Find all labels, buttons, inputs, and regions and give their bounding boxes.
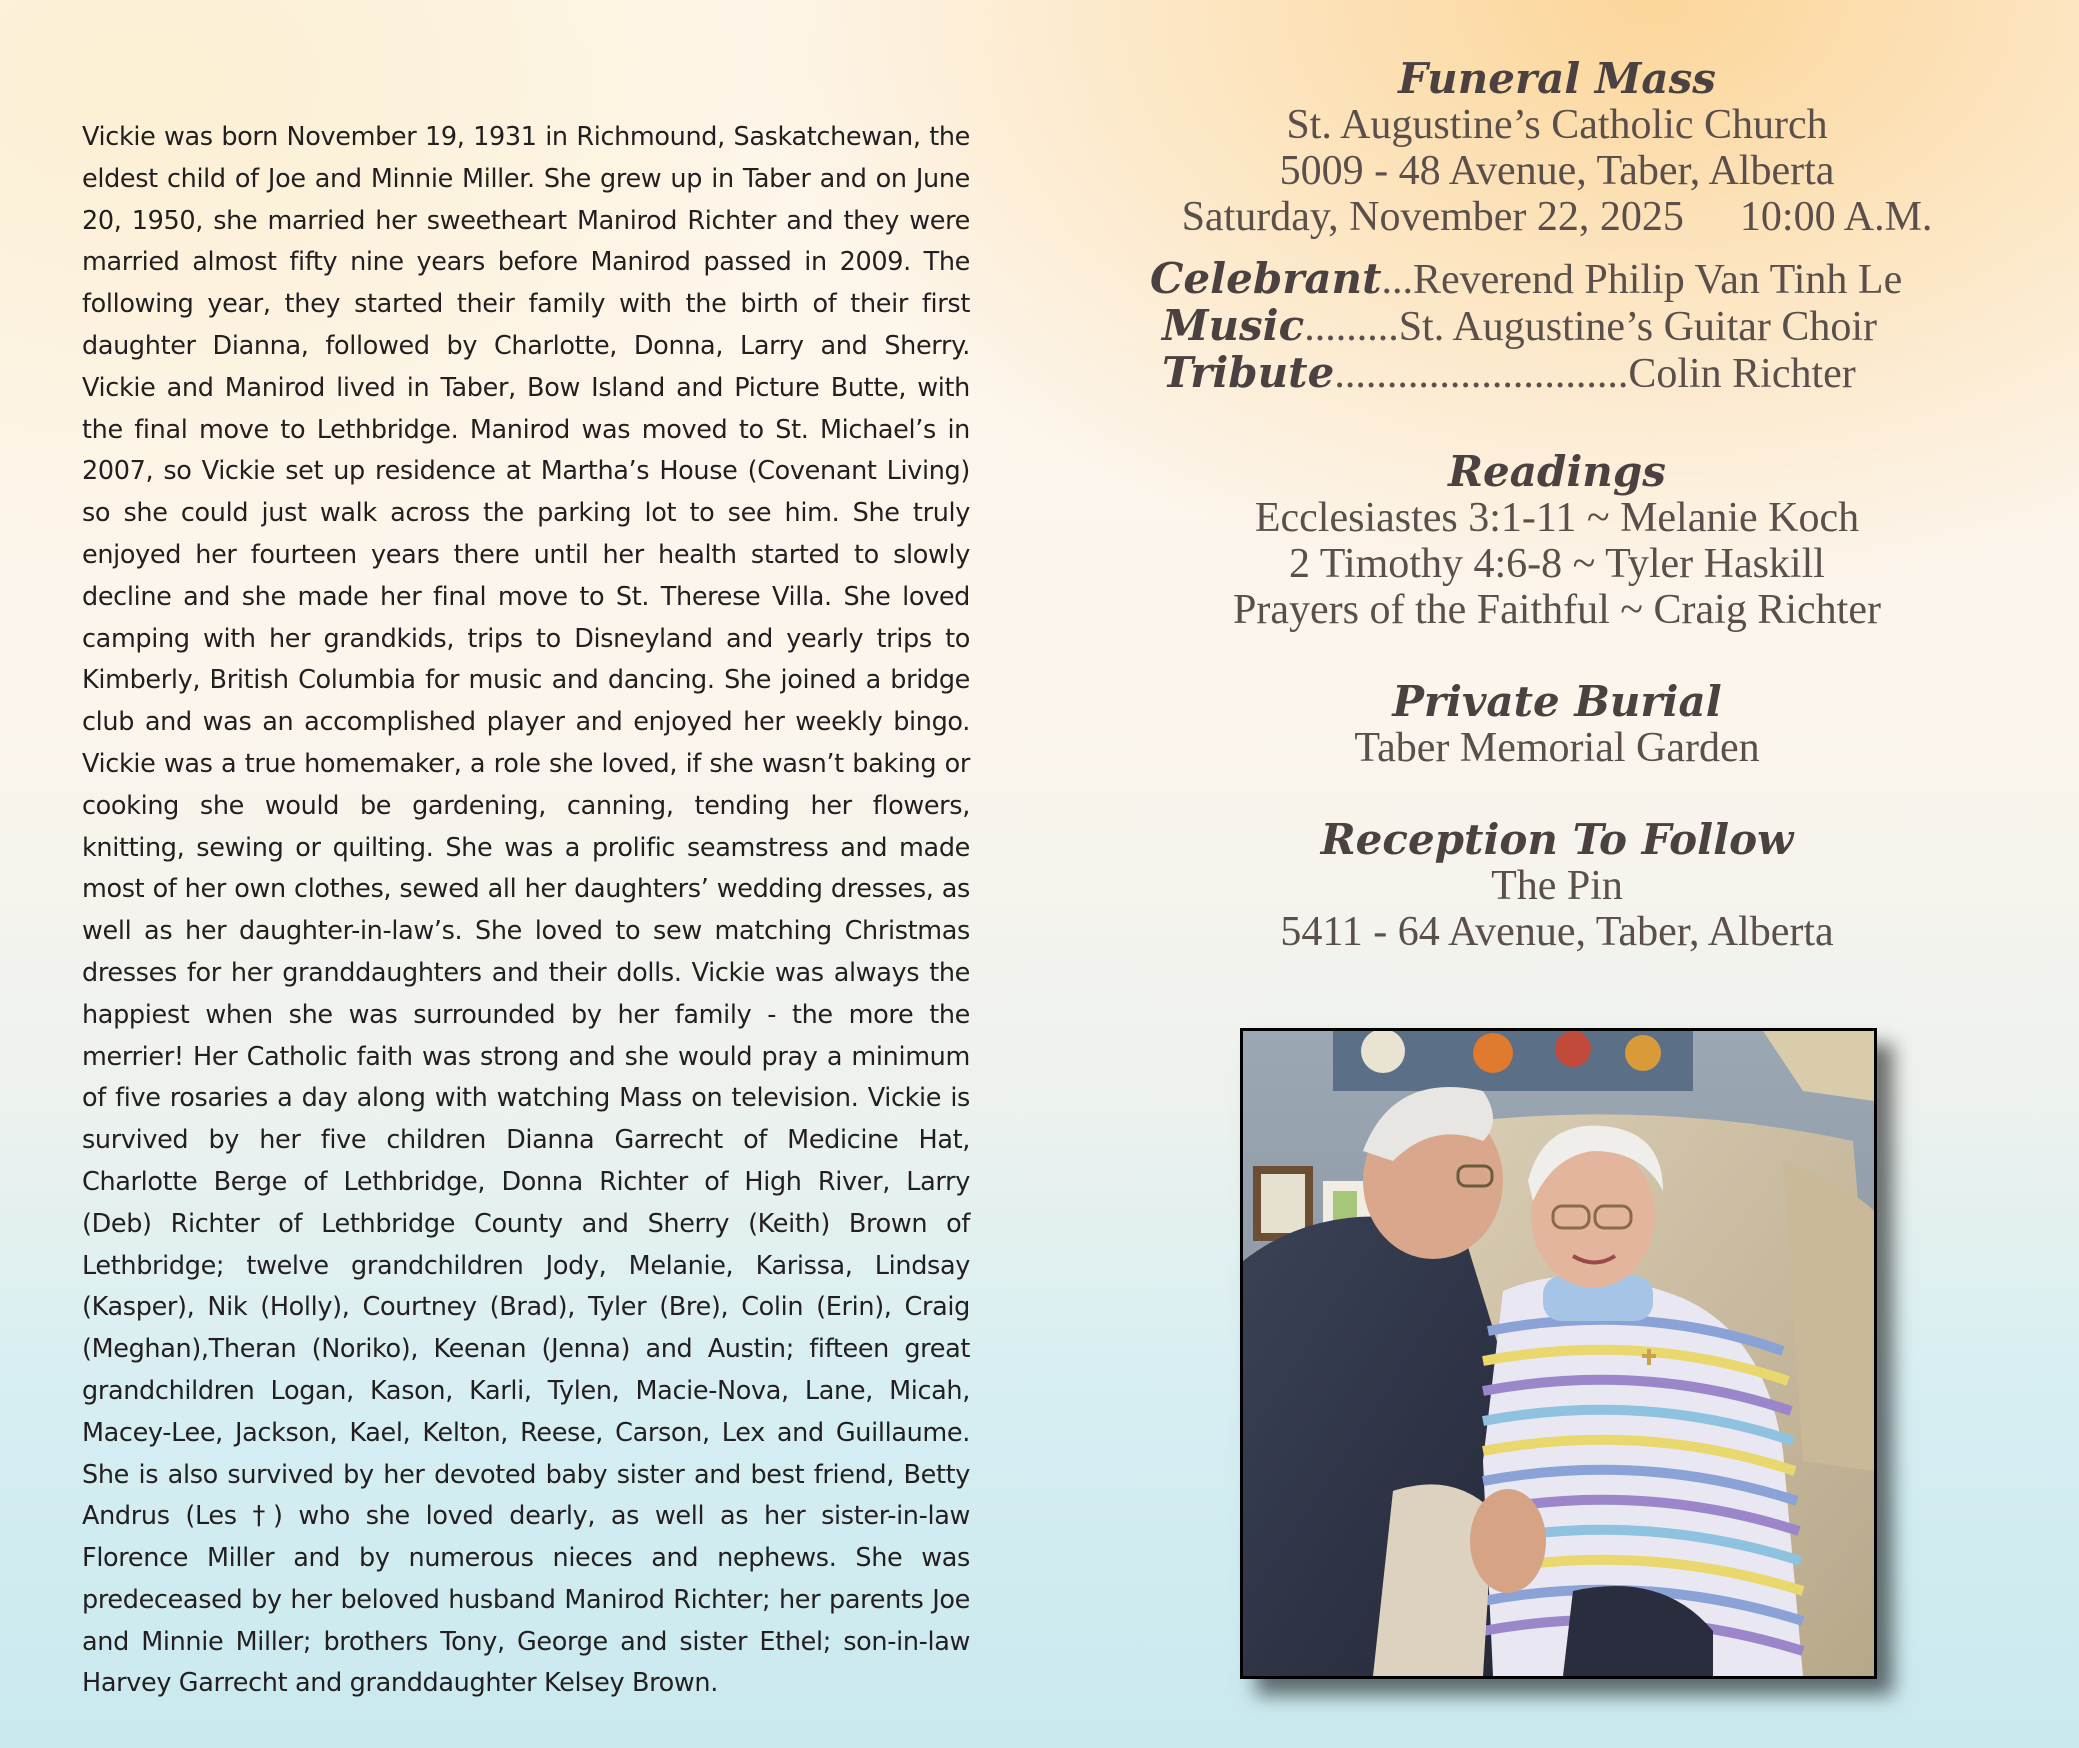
reading-item-1: Ecclesiastes 3:1-11 ~ Melanie Koch: [1254, 495, 1860, 541]
celebrant-value: ...Reverend Philip Van Tinh Le: [1381, 257, 1903, 303]
tribute-line: [1150, 350, 2002, 397]
tribute-label: Tribute: [1162, 348, 1335, 397]
spacer: [1112, 771, 2002, 817]
music-line: [1150, 303, 2002, 350]
reception-venue: The Pin: [1491, 863, 1623, 909]
reading-item-2: 2 Timothy 4:6-8 ~ Tyler Haskill: [1289, 541, 1825, 587]
spacer: [1112, 397, 2002, 449]
service-roles: [1112, 256, 2002, 397]
funeral-mass-heading: Funeral Mass: [1398, 54, 1716, 103]
reception-address: 5411 - 64 Avenue, Taber, Alberta: [1280, 909, 1834, 955]
spacer: [1112, 633, 2002, 679]
celebrant-label: Celebrant: [1150, 254, 1382, 303]
tribute-value: ............................Colin Richter: [1334, 351, 1856, 397]
celebrant-line: [1150, 256, 2002, 303]
music-label: Music: [1162, 301, 1305, 350]
church-name: St. Augustine’s Catholic Church: [1286, 102, 1828, 148]
readings-heading: Readings: [1448, 447, 1666, 496]
burial-heading: Private Burial: [1392, 677, 1722, 726]
reception-heading: Reception To Follow: [1320, 815, 1794, 864]
church-address: 5009 - 48 Avenue, Taber, Alberta: [1279, 148, 1835, 194]
reading-item-3: Prayers of the Faithful ~ Craig Richter: [1233, 587, 1881, 633]
service-time: 10:00 A.M.: [1739, 194, 1933, 240]
service-date: Saturday, November 22, 2025: [1181, 194, 1684, 240]
service-datetime: [1112, 194, 2002, 240]
music-value: .........St. Augustine’s Guitar Choir: [1304, 304, 1878, 350]
obituary-text: Vickie was born November 19, 1931 in Richmound, Saskatchewan, the eldest child of Joe and Minnie Miller. She grew up in Taber and on June 20, 1950, she married her sweetheart Manirod Richter and they were married almost fifty nine years before Manirod passed in 2009. The following year, they started their family with the birth of their first daughter Dianna, followed by Charlotte, Donna, Larry and Sherry. Vickie and Manirod lived in Taber, Bow Island and Picture Butte, with the final move to Lethbridge. Manirod was moved to St. Michael’s in 2007, so Vickie set up residence at Martha’s House (Covenant Living) so she could just walk across the parking lot to see him. She truly enjoyed her fourteen years there until her health started to slowly decline and she made her final move to St. Therese Villa. She loved camping with her grandkids, trips to Disneyland and yearly trips to Kimberly, British Columbia for music and dancing. She joined a bridge club and was an accomplished player and enjoyed her weekly bingo. Vickie was a true homemaker, a role she loved, if she wasn’t baking or cooking she would be gardening, canning, tending her flowers, knitting, sewing or quilting. She was a prolific seamstress and made most of her own clothes, sewed all her daughters’ wedding dresses, as well as her daughter-in-law’s. She loved to sew matching Christmas dresses for her granddaughters and their dolls. Vickie was always the happiest when she was surrounded by her family - the more the merrier! Her Catholic faith was strong and she would pray a minimum of five rosaries a day along with watching Mass on television. Vickie is survived by her five children Dianna Garrecht of Medicine Hat, Charlotte Berge of Lethbridge, Donna Richter of High River, Larry (Deb) Richter of Lethbridge County and Sherry (Keith) Brown of Lethbridge; twelve grandchildren Jody, Melanie, Karissa, Lindsay (Kasper), Nik (Holly), Courtney (Brad), Tyler (Bre), Colin (Erin), Craig (Meghan),Theran (Noriko), Keenan (Jenna) and Austin; fifteen great grandchildren Logan, Kason, Karli, Tylen, Macie-Nova, Lane, Micah, Macey-Lee, Jackson, Kael, Kelton, Reese, Carson, Lex and Guillaume. She is also survived by her devoted baby sister and best friend, Betty Andrus (Les †) who she loved dearly, as well as her sister-in-law Florence Miller and by numerous nieces and nephews. She was predeceased by her beloved husband Manirod Richter; her parents Joe and Minnie Miller; brothers Tony, George and sister Ethel; son-in-law Harvey Garrecht and granddaughter Kelsey Brown.: [82, 122, 970, 1699]
service-details: [1112, 56, 2002, 955]
couple-photo: [1240, 1028, 1877, 1679]
couple-photo-illustration: [1243, 1031, 1874, 1676]
burial-location: Taber Memorial Garden: [1354, 725, 1760, 771]
